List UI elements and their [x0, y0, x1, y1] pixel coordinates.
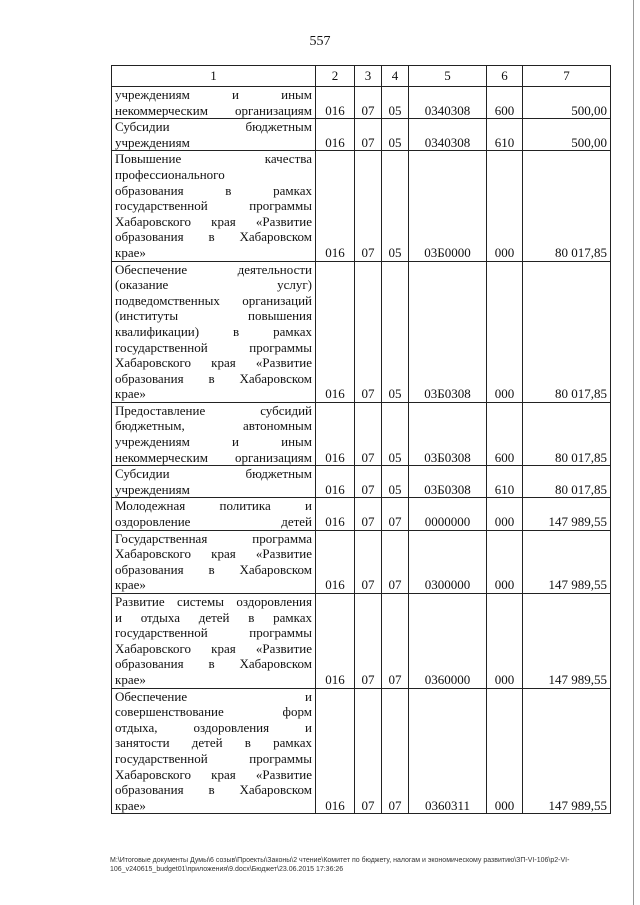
expense-type-code: 000: [487, 261, 523, 402]
ministry-code: 016: [316, 530, 355, 593]
table-header-row: [112, 66, 611, 87]
expense-type-code: 610: [487, 119, 523, 151]
row-name: Молодежная политика и оздоровление детей: [112, 498, 316, 530]
column-header: 4: [382, 66, 409, 87]
expense-type-code: 600: [487, 402, 523, 465]
ministry-code: 016: [316, 594, 355, 689]
page-number: 557: [309, 34, 331, 49]
row-name: Развитие системы оздоровления и отдыха детей в рамках государственной программы Хабаровского края «Развитие образования в Хабаровском крае»: [112, 594, 316, 689]
target-article-code: 0360000: [409, 594, 487, 689]
amount: 147 989,55: [523, 498, 611, 530]
target-article-code: 0340308: [409, 87, 487, 119]
subsection-code: 05: [382, 402, 409, 465]
subsection-code: 05: [382, 119, 409, 151]
ministry-code: 016: [316, 119, 355, 151]
ministry-code: 016: [316, 261, 355, 402]
section-code: 07: [355, 688, 382, 814]
section-code: 07: [355, 151, 382, 261]
amount: 80 017,85: [523, 466, 611, 498]
row-name: Повышение качества профессионального образования в рамках государственной программы Хабаровского края «Развитие образования в Хабаровском крае»: [112, 151, 316, 261]
amount: 147 989,55: [523, 688, 611, 814]
column-header: 6: [487, 66, 523, 87]
section-code: 07: [355, 466, 382, 498]
column-header: 3: [355, 66, 382, 87]
ministry-code: 016: [316, 151, 355, 261]
column-header: 7: [523, 66, 611, 87]
section-code: 07: [355, 119, 382, 151]
ministry-code: 016: [316, 498, 355, 530]
expense-type-code: 000: [487, 530, 523, 593]
budget-table: [111, 65, 611, 814]
row-name: Государственная программа Хабаровского края «Развитие образования в Хабаровском крае»: [112, 530, 316, 593]
subsection-code: 05: [382, 151, 409, 261]
column-header: 1: [112, 66, 316, 87]
table-row: [112, 466, 611, 498]
subsection-code: 07: [382, 688, 409, 814]
subsection-code: 05: [382, 261, 409, 402]
subsection-code: 07: [382, 498, 409, 530]
table-row: [112, 402, 611, 465]
target-article-code: 0340308: [409, 119, 487, 151]
target-article-code: 03Б0308: [409, 402, 487, 465]
section-code: 07: [355, 498, 382, 530]
amount: 500,00: [523, 119, 611, 151]
subsection-code: 07: [382, 530, 409, 593]
row-name: учреждениям и иным некоммерческим организациям: [112, 87, 316, 119]
table-row: [112, 151, 611, 261]
table-row: [112, 688, 611, 814]
amount: 80 017,85: [523, 402, 611, 465]
row-name: Предоставление субсидий бюджетным, автономным учреждениям и иным некоммерческим организациям: [112, 402, 316, 465]
amount: 80 017,85: [523, 151, 611, 261]
amount: 80 017,85: [523, 261, 611, 402]
row-name: Обеспечение деятельности (оказание услуг) подведомственных организаций (институты повышения квалификации) в рамках государственной программы Хабаровского края «Развитие образования в Хабаровском крае»: [112, 261, 316, 402]
subsection-code: 05: [382, 87, 409, 119]
expense-type-code: 000: [487, 498, 523, 530]
target-article-code: 0000000: [409, 498, 487, 530]
table-row: [112, 87, 611, 119]
ministry-code: 016: [316, 402, 355, 465]
expense-type-code: 000: [487, 594, 523, 689]
target-article-code: 0360311: [409, 688, 487, 814]
subsection-code: 07: [382, 594, 409, 689]
column-header: 2: [316, 66, 355, 87]
scan-edge-line: [633, 0, 634, 905]
expense-type-code: 610: [487, 466, 523, 498]
amount: 147 989,55: [523, 530, 611, 593]
table-row: [112, 498, 611, 530]
section-code: 07: [355, 594, 382, 689]
target-article-code: 03Б0308: [409, 466, 487, 498]
section-code: 07: [355, 530, 382, 593]
amount: 500,00: [523, 87, 611, 119]
target-article-code: 0300000: [409, 530, 487, 593]
section-code: 07: [355, 87, 382, 119]
row-name: Обеспечение и совершенствование форм отдыха, оздоровления и занятости детей в рамках государственной программы Хабаровского края «Развитие образования в Хабаровском крае»: [112, 688, 316, 814]
ministry-code: 016: [316, 466, 355, 498]
subsection-code: 05: [382, 466, 409, 498]
target-article-code: 03Б0308: [409, 261, 487, 402]
expense-type-code: 000: [487, 688, 523, 814]
table-row: [112, 261, 611, 402]
section-code: 07: [355, 261, 382, 402]
ministry-code: 016: [316, 688, 355, 814]
expense-type-code: 000: [487, 151, 523, 261]
table-row: [112, 530, 611, 593]
section-code: 07: [355, 402, 382, 465]
target-article-code: 03Б0000: [409, 151, 487, 261]
table-row: [112, 119, 611, 151]
amount: 147 989,55: [523, 594, 611, 689]
row-name: Субсидии бюджетным учреждениям: [112, 466, 316, 498]
expense-type-code: 600: [487, 87, 523, 119]
file-path-footer: М:\Итоговые документы Думы\6 созыв\Проекты\Законы\2 чтение\Комитет по бюджету, налогам и экономическому развитию\ЗП-VI-106\p2-VI-106_v240615_budget01\приложения\9.docx\Бюджет\23.06.2015 17:36:26: [110, 857, 570, 873]
table-row: [112, 594, 611, 689]
row-name: Субсидии бюджетным учреждениям: [112, 119, 316, 151]
column-header: 5: [409, 66, 487, 87]
ministry-code: 016: [316, 87, 355, 119]
